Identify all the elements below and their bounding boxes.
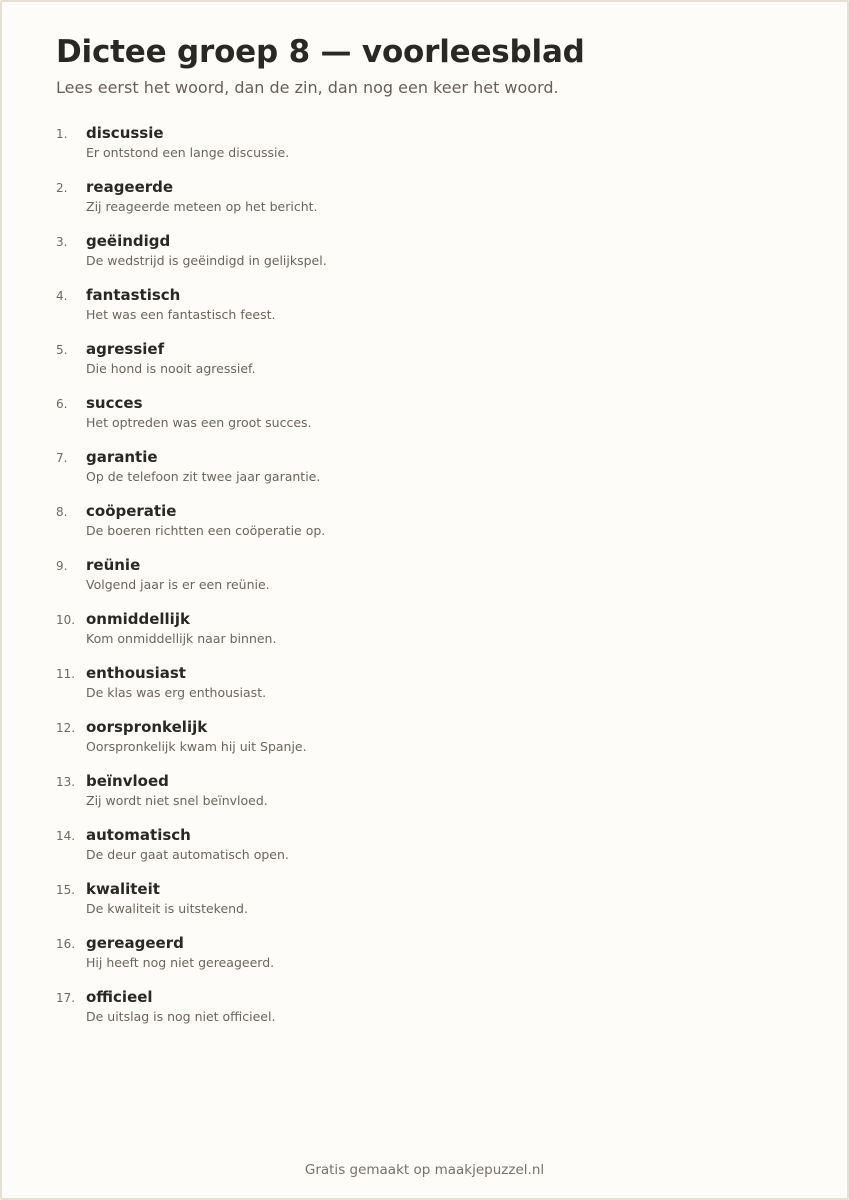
item-number: 2.	[56, 181, 68, 195]
example-sentence: Oorspronkelijk kwam hij uit Spanje.	[86, 739, 307, 754]
example-sentence: De kwaliteit is uitstekend.	[86, 901, 248, 916]
example-sentence: Zij reageerde meteen op het bericht.	[86, 199, 318, 214]
example-sentence: Het optreden was een groot succes.	[86, 415, 312, 430]
example-sentence: Er ontstond een lange discussie.	[86, 145, 290, 160]
list-item	[56, 879, 776, 933]
dictation-word: automatisch	[86, 826, 191, 844]
dictation-word: beïnvloed	[86, 772, 169, 790]
dictation-word: reünie	[86, 556, 141, 574]
list-item	[56, 393, 776, 447]
list-item	[56, 123, 776, 177]
item-number: 1.	[56, 127, 68, 141]
list-item	[56, 771, 776, 825]
list-item	[56, 717, 776, 771]
item-number: 8.	[56, 505, 68, 519]
item-number: 14.	[56, 829, 76, 843]
item-number: 16.	[56, 937, 76, 951]
example-sentence: De klas was erg enthousiast.	[86, 685, 267, 700]
footer-credit: Gratis gemaakt op maakjepuzzel.nl	[304, 1162, 545, 1178]
list-item	[56, 609, 776, 663]
list-item	[56, 177, 776, 231]
dictation-word: kwaliteit	[86, 880, 160, 898]
list-item	[56, 663, 776, 717]
dictation-word: discussie	[86, 124, 164, 142]
example-sentence: Hij heeft nog niet gereageerd.	[86, 955, 275, 970]
item-number: 3.	[56, 235, 68, 249]
item-number: 12.	[56, 721, 76, 735]
item-number: 7.	[56, 451, 68, 465]
example-sentence: Volgend jaar is er een reünie.	[86, 577, 270, 592]
dictation-word: oorspronkelijk	[86, 718, 208, 736]
dictation-word: reageerde	[86, 178, 174, 196]
list-item	[56, 285, 776, 339]
page-title: Dictee groep 8 — voorleesblad	[56, 34, 585, 70]
item-number: 15.	[56, 883, 76, 897]
item-number: 13.	[56, 775, 76, 789]
dictation-word: agressief	[86, 340, 165, 358]
example-sentence: Kom onmiddellijk naar binnen.	[86, 631, 277, 646]
list-item	[56, 555, 776, 609]
dictation-word: garantie	[86, 448, 158, 466]
dictation-word: officieel	[86, 988, 153, 1006]
word-list	[56, 123, 776, 1041]
example-sentence: Zij wordt niet snel beïnvloed.	[86, 793, 268, 808]
sheet-header	[56, 32, 816, 98]
example-sentence: De wedstrijd is geëindigd in gelijkspel.	[86, 253, 327, 268]
example-sentence: Op de telefoon zit twee jaar garantie.	[86, 469, 321, 484]
dictation-word: geëindigd	[86, 232, 171, 250]
list-item	[56, 447, 776, 501]
list-item	[56, 501, 776, 555]
dictation-word: coöperatie	[86, 502, 177, 520]
dictation-word: enthousiast	[86, 664, 186, 682]
item-number: 11.	[56, 667, 76, 681]
list-item	[56, 933, 776, 987]
dictation-word: fantastisch	[86, 286, 181, 304]
example-sentence: De deur gaat automatisch open.	[86, 847, 289, 862]
example-sentence: Het was een fantastisch feest.	[86, 307, 276, 322]
example-sentence: De uitslag is nog niet officieel.	[86, 1009, 276, 1024]
instruction-text: Lees eerst het woord, dan de zin, dan nog een keer het woord.	[56, 78, 559, 97]
item-number: 5.	[56, 343, 68, 357]
list-item	[56, 825, 776, 879]
item-number: 17.	[56, 991, 76, 1005]
item-number: 9.	[56, 559, 68, 573]
list-item	[56, 339, 776, 393]
list-item	[56, 987, 776, 1041]
example-sentence: De boeren richtten een coöperatie op.	[86, 523, 326, 538]
item-number: 6.	[56, 397, 68, 411]
dictation-word: onmiddellijk	[86, 610, 190, 628]
list-item	[56, 231, 776, 285]
example-sentence: Die hond is nooit agressief.	[86, 361, 256, 376]
dictation-word: gereageerd	[86, 934, 184, 952]
dictation-word: succes	[86, 394, 143, 412]
item-number: 4.	[56, 289, 68, 303]
item-number: 10.	[56, 613, 76, 627]
